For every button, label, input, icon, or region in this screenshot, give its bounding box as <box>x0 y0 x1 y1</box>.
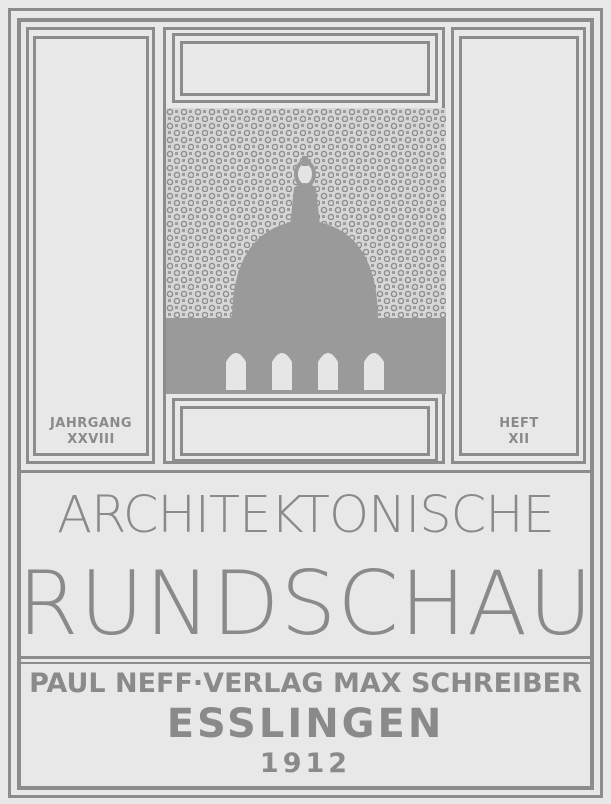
city-line: ESSLINGEN <box>166 701 445 747</box>
issue-label-line2: XII <box>508 432 530 447</box>
arched-window <box>272 353 292 390</box>
title-top-rule <box>20 470 591 473</box>
volume-label-line2: XXVIII <box>67 432 115 447</box>
bottom-plaque-inner <box>180 406 430 456</box>
issue-label <box>459 416 579 448</box>
top-plaque-inner <box>180 41 430 96</box>
magazine-title-line2: RUNDSCHAU <box>17 552 594 655</box>
dome-lantern <box>290 183 320 226</box>
left-panel-inner <box>33 36 149 456</box>
issue-label-line1: HEFT <box>499 416 539 431</box>
year-line: 1912 <box>259 748 352 779</box>
right-panel-inner <box>459 36 579 456</box>
magazine-title-line1: ARCHITEKTONISCHE <box>57 486 554 545</box>
publisher-line: PAUL NEFF·VERLAG MAX SCHREIBER <box>29 668 582 699</box>
volume-label <box>33 416 149 448</box>
dome-illustration <box>166 108 446 394</box>
arched-window <box>364 353 384 390</box>
title-bottom-rule <box>20 656 591 659</box>
arched-window <box>226 353 246 390</box>
title-bottom-rule-double <box>20 662 591 664</box>
arched-window <box>318 353 338 390</box>
building-base <box>166 318 446 394</box>
volume-label-line1: JAHRGANG <box>49 416 133 431</box>
